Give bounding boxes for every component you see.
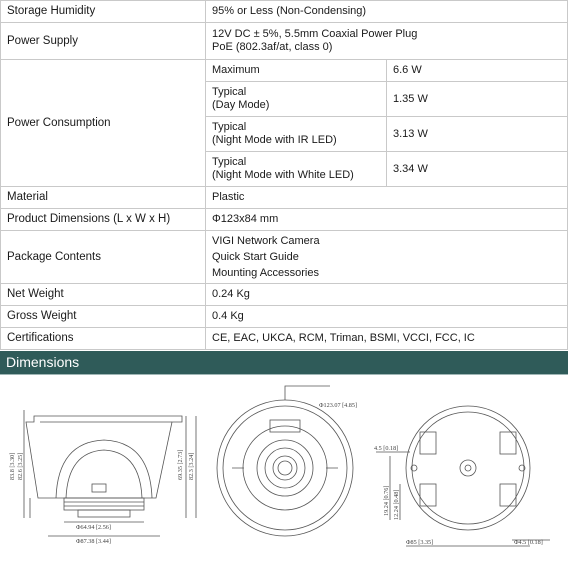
spec-row-net-weight: [1, 284, 568, 306]
dim-label: 83.8 [3.30]: [9, 452, 16, 480]
dimension-drawings: [0, 380, 568, 565]
dim-label: Φ85 [3.35]: [406, 539, 434, 546]
power-mode-line: Typical: [212, 86, 247, 98]
spec-value: 0.24 Kg: [206, 284, 568, 306]
package-item: Mounting Accessories: [212, 267, 319, 279]
package-item: Quick Start Guide: [212, 251, 299, 263]
dim-label: Φ64.94 [2.56]: [76, 524, 111, 531]
power-mode: [206, 117, 387, 152]
spec-row-material: [1, 187, 568, 209]
spec-value: 0.4 Kg: [206, 306, 568, 328]
spec-row-power-consumption: [1, 60, 568, 82]
spec-row-gross-weight: [1, 306, 568, 328]
power-mode: [206, 60, 387, 82]
spec-row-dimensions: [1, 209, 568, 231]
spec-row-certifications: [1, 328, 568, 350]
package-item: VIGI Network Camera: [212, 235, 320, 247]
spec-value: CE, EAC, UKCA, RCM, Triman, BSMI, VCCI, FCC, IC: [206, 328, 568, 350]
spec-value: 95% or Less (Non-Condensing): [206, 1, 568, 23]
spec-label: Package Contents: [1, 231, 206, 284]
spec-label: Power Supply: [1, 23, 206, 60]
section-title: Dimensions: [6, 354, 80, 370]
bottom-view-drawing: [376, 406, 550, 546]
power-mode-line: Typical: [212, 156, 247, 168]
spec-row-storage-humidity: [1, 1, 568, 23]
spec-value: [206, 23, 568, 60]
section-divider: [0, 374, 568, 375]
power-supply-line: PoE (802.3af/at, class 0): [212, 41, 333, 53]
power-mode-line: (Night Mode with IR LED): [212, 134, 337, 146]
side-view-drawing: [24, 410, 196, 536]
power-mode: [206, 152, 387, 187]
spec-label: Storage Humidity: [1, 1, 206, 23]
power-mode-line: (Night Mode with White LED): [212, 169, 354, 181]
dim-label: Φ123.07 [4.85]: [319, 402, 358, 409]
power-value: 1.35 W: [387, 82, 568, 117]
dim-label: Φ4.5 [0.18]: [514, 539, 543, 546]
spec-label: Power Consumption: [1, 60, 206, 187]
spec-value: [206, 231, 568, 284]
dim-label: 82.3 [3.24]: [188, 452, 195, 480]
spec-label: Certifications: [1, 328, 206, 350]
power-mode-line: Typical: [212, 121, 247, 133]
dim-label: 12.24 [0.48]: [393, 489, 400, 520]
power-mode: [206, 82, 387, 117]
power-mode-line: (Day Mode): [212, 99, 270, 111]
spec-row-package: [1, 231, 568, 284]
spec-label: Material: [1, 187, 206, 209]
spec-row-power-supply: [1, 23, 568, 60]
dim-label: 82.6 [3.25]: [17, 452, 24, 480]
spec-label: Net Weight: [1, 284, 206, 306]
power-value: 6.6 W: [387, 60, 568, 82]
spec-value: Φ123x84 mm: [206, 209, 568, 231]
dim-label: 4.5 [0.18]: [374, 445, 399, 452]
spec-value: Plastic: [206, 187, 568, 209]
power-value: 3.13 W: [387, 117, 568, 152]
spec-label: Gross Weight: [1, 306, 206, 328]
dim-label: 19.24 [0.76]: [383, 485, 390, 516]
spec-label: Product Dimensions (L x W x H): [1, 209, 206, 231]
power-mode-line: Maximum: [212, 64, 260, 76]
dim-label: Φ87.38 [3.44]: [76, 538, 111, 545]
power-supply-line: 12V DC ± 5%, 5.5mm Coaxial Power Plug: [212, 28, 418, 40]
section-header: [0, 351, 568, 374]
dim-label: 69.35 [2.73]: [177, 449, 184, 480]
power-value: 3.34 W: [387, 152, 568, 187]
